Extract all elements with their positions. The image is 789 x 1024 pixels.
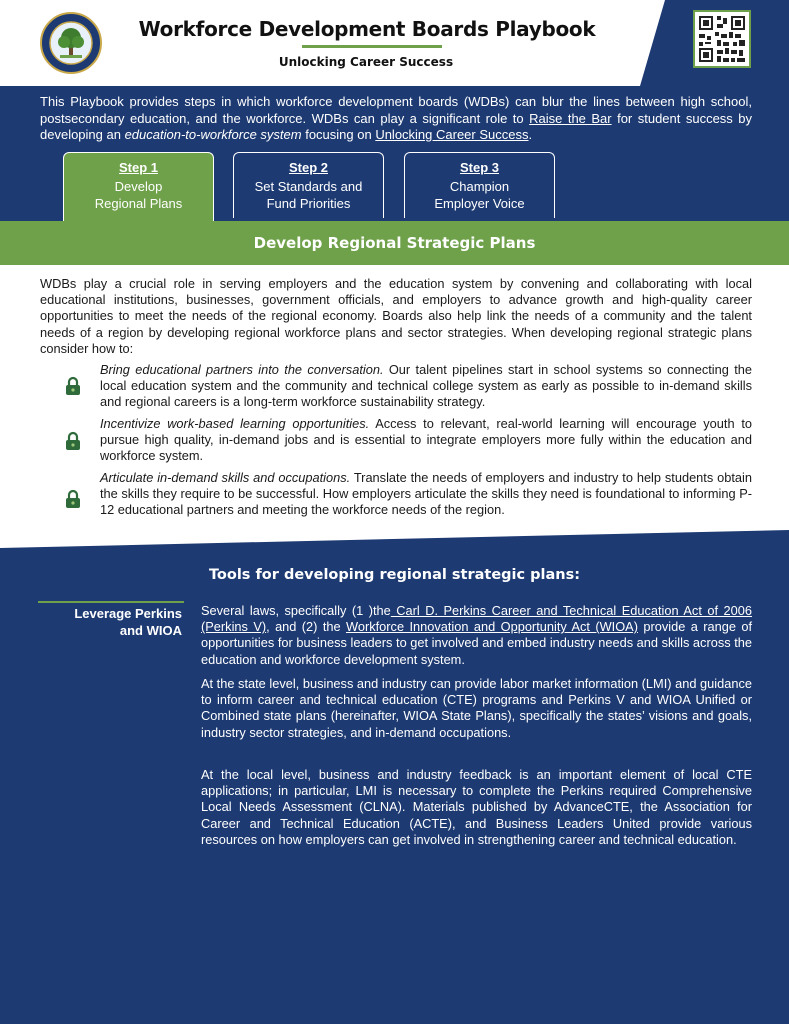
tab-label: Regional Plans	[94, 195, 183, 211]
intro-paragraph	[40, 94, 752, 144]
bullet-text: Access to relevant, real-world learning will encourage youth to pursue high quality, in-demand jobs and is essential to integrate employers more fully within the education and workforce system.	[100, 416, 752, 464]
tab-label: Fund Priorities	[266, 195, 351, 211]
bullet-text: Our talent pipelines start in school systems so connecting the local education system and the community and technical college system as early as possible to in-demand skills and regional careers is a long-term workforce sustainability strategy.	[100, 362, 753, 410]
tab-step-3[interactable]	[404, 152, 555, 218]
section-heading-band	[0, 221, 789, 265]
header-white-panel	[0, 0, 789, 86]
lock-icon	[65, 376, 81, 396]
title-underline	[302, 45, 442, 48]
bullet-lead: Articulate in-demand skills and occupations.	[100, 470, 351, 485]
tab-step-number: Step 2	[288, 160, 328, 175]
tools-text: provide a range of opportunities for business leaders to get involved and embed industry needs and skills across the education and workforce development system.	[201, 619, 753, 667]
tab-step-number: Step 3	[459, 160, 499, 175]
raise-the-bar-link[interactable]: Raise the Bar	[529, 110, 612, 126]
tools-title: Tools for developing regional strategic plans:	[208, 567, 581, 583]
bullet-item	[100, 362, 752, 411]
bullet-text: Translate the needs of employers and industry to help students obtain the skills they require to be successful. How employers articulate the skills they need is foundational to informing P-12 educational partners and meeting the workforce needs of the region.	[100, 470, 752, 518]
side-heading-rule	[38, 601, 184, 603]
intro-text: This Playbook provides steps in which workforce development boards (WDBs) can blur the lines between high school, postsecondary education, and the workforce. WDBs can play a significant role to	[40, 94, 752, 126]
tab-step-number: Step 1	[118, 160, 158, 175]
tools-text: , and (2) the	[266, 619, 346, 635]
tools-paragraph: At the state level, business and industry can provide labor market information (LMI) and guidance to inform career and technical education (CTE) programs and Perkins V and WIOA Unified or Combined state plans (hereinafter, WIOA State Plans), specifically the states’ visions and goals, industry sector strategies, and in-demand occupations.	[201, 676, 752, 740]
bullet-lead: Bring educational partners into the conversation.	[100, 362, 384, 377]
intro-text: focusing on	[301, 127, 376, 142]
department-seal-icon	[40, 12, 102, 74]
intro-emphasis: education-to-workforce system	[124, 127, 302, 142]
tab-label: Employer Voice	[434, 195, 525, 211]
tab-label: Set Standards and	[254, 179, 363, 194]
unlocking-career-success-link[interactable]: Unlocking Career Success	[375, 127, 529, 142]
tools-paragraph	[201, 603, 752, 668]
header-banner	[0, 0, 789, 86]
tab-step-1[interactable]	[63, 152, 214, 224]
bullet-item	[100, 470, 752, 519]
intro-text: .	[528, 127, 533, 142]
intro-text: for student success by developing an	[40, 110, 752, 142]
tools-text: Several laws, specifically (1 )the	[201, 603, 391, 618]
tools-paragraph: At the local level, business and industry feedback is an important element of local CTE applications; in particular, LMI is necessary to complete the Perkins required Comprehensive Local Needs Assessment (CLNA). Materials published by AdvanceCTE, the Association for Career and Technical Education (ACTE), and Business Leaders United provide various resources on how employers can get involved in strengthening career and technical education.	[201, 767, 752, 847]
lock-icon	[65, 489, 81, 509]
page-title: Workforce Development Boards Playbook	[138, 17, 596, 41]
perkins-v-link[interactable]: Carl D. Perkins Career and Technical Education Act of 2006 (Perkins V)	[201, 603, 752, 635]
tab-label: Champion	[449, 179, 510, 194]
lock-icon	[65, 431, 81, 451]
side-heading-line: and WIOA	[119, 623, 182, 638]
bullet-item	[100, 416, 752, 465]
section-paragraph: WDBs play a crucial role in serving employers and the education system by convening and collaborating with local educational institutions, businesses, government officials, and employers to advance growth and high-quality career opportunities to meet the needs of the regional economy. Boards also help link the needs of a community and the talent needs of a region by developing regional workforce plans and sector strategies. When developing regional strategic plans consider how to:	[40, 276, 752, 356]
side-heading-line: Leverage Perkins	[74, 606, 182, 621]
tab-step-2[interactable]	[233, 152, 384, 218]
wioa-link[interactable]: Workforce Innovation and Opportunity Act (WIOA)	[346, 619, 638, 635]
bullet-lead: Incentivize work-based learning opportunities.	[100, 416, 370, 431]
section-heading: Develop Regional Strategic Plans	[253, 234, 536, 252]
qr-code-icon[interactable]	[693, 10, 751, 68]
side-heading	[40, 605, 182, 639]
page-subtitle: Unlocking Career Success	[278, 55, 454, 69]
tab-label: Develop	[114, 179, 163, 194]
